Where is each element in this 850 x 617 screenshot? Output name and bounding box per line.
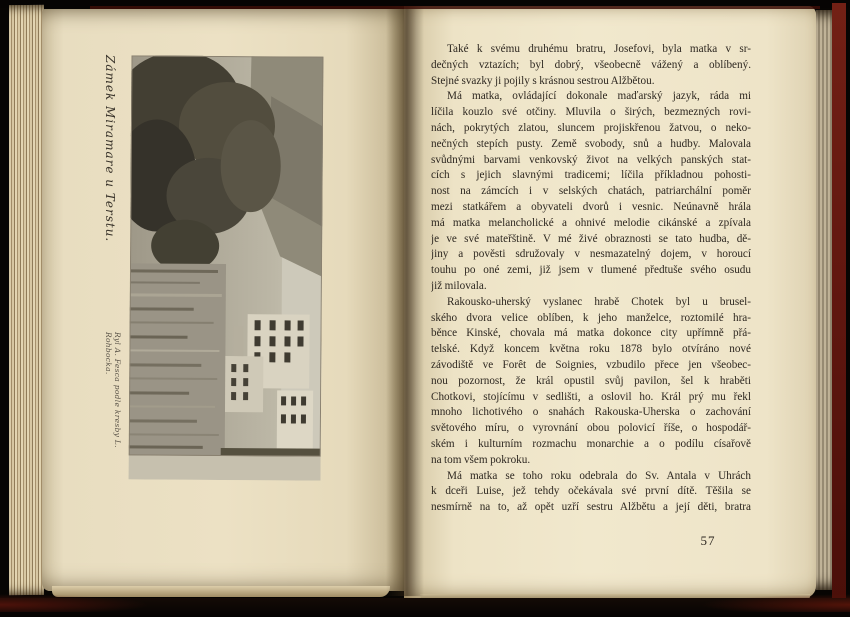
book-cover-top-edge: [90, 6, 820, 9]
text-line: Rakousko-uherský vyslanec hrabě Chotek byl u brusel-: [447, 295, 751, 308]
text-line: již milovala.: [431, 279, 487, 292]
book-spine-gutter: [386, 6, 424, 596]
text-line: na tom všem pokroku.: [431, 453, 531, 466]
engraver-credit: Ryl A. Fesca podle kresby L. Rohbocka.: [104, 332, 122, 448]
text-line: Stejné svazky ji pojily s krásnou sestrou Alžbětou.: [431, 74, 655, 87]
text-line: Chotkovi, stojícímu v sedlišti, a oslovil ho. Král prý mu řekl: [431, 390, 751, 403]
plate-caption: Zámek Miramare u Terstu.: [103, 55, 117, 243]
text-line: líčila kouzlo své otčiny. Mluvila o širých, bezmezných rovi-: [431, 106, 751, 119]
text-line: je ve své mateřštině. V mé živé obraznosti se tato hudba, dě-: [431, 232, 751, 245]
text-line: mnoho lichotivého o snahách Rakouska-Uherska o zachování: [431, 406, 751, 419]
paragraph: [431, 295, 751, 469]
text-line: běnce Kinské, chovala má matka dokonce city upřímně přá-: [431, 327, 751, 340]
text-line: mezi statkářem a obyvateli dvorů i vesnic. Neúnavně hrála: [431, 200, 751, 213]
text-line: touhu po oné zemi, již jsem v tlumené předtuše svého osudu: [431, 264, 751, 277]
book-cover-bottom-left: [0, 594, 150, 612]
book-cover-bottom-right: [700, 594, 850, 612]
text-line: telské. Když koncem května roku 1878 bylo otvíráno nové: [431, 343, 751, 356]
text-line: dečných vztazích; byl dobrý, všeobecně vážený a oblíbený.: [431, 58, 751, 71]
text-line: má matka melancholické a ohnivé melodie cikánské a zpívala: [431, 216, 751, 229]
page-number: 57: [700, 533, 716, 548]
text-line: k dceři Luise, jež tehdy očekávala své první dítě. Těšila se: [431, 485, 751, 498]
paragraph: [431, 42, 751, 89]
text-line: nách, pokrytých zlatou, sluncem projiskřenou žatvou, o neko-: [431, 121, 751, 134]
water-reflections: [129, 263, 226, 456]
text-line: závodiště ve Forêt de Soignies, vzbudilo přece jen všeobec-: [431, 358, 751, 371]
text-line: Má matka, ovládající dokonale maďarský jazyk, ráda mi: [447, 90, 751, 103]
book-cover-right: [832, 3, 846, 605]
text-line: nečných stepích pusty. Země svobody, snů a hudby. Malovala: [431, 137, 751, 150]
text-line: nou pozornost, že král opustil svůj pavilon, šel k hraběti: [431, 374, 751, 387]
text-line: Má matka se toho roku odebrala do Sv. Antala v Uhrách: [447, 469, 751, 482]
miramare-engraving: [129, 55, 324, 480]
text-line: svůdnými barvami venkovský život na velkých panských stat-: [431, 153, 751, 166]
text-line: nost na zámcích i v selských chatách, patriarchální poměr: [431, 185, 751, 198]
text-line: jiny a pověsti sdružovaly v nesmazatelný dojem, v horoucí: [431, 248, 751, 261]
text-line: nesmírně na to, až opět uzří sestru Alžbětu a její děti, bratra: [431, 501, 751, 514]
text-block: [431, 42, 751, 516]
text-line: cích s jejich slavnými tradicemi; líčila příkladnou pohosti-: [431, 169, 751, 182]
paragraph: [431, 469, 751, 516]
plate-margin: [129, 455, 321, 480]
text-line: Také k svému druhému bratru, Josefovi, byla matka v sr-: [447, 43, 751, 55]
paragraph: [431, 89, 751, 294]
page-edges-right: [816, 10, 833, 590]
text-line: ského dvora velice oblíben, k jeho manželce, roztomilé hra-: [431, 311, 751, 324]
text-line: ském i kulturním rozmachu monarchie a o podílu císařově: [431, 437, 751, 450]
page-edges-left: [9, 5, 44, 595]
text-line: světového míru, o vyrovnání obou polovicí říše, o hospodář-: [431, 422, 751, 435]
